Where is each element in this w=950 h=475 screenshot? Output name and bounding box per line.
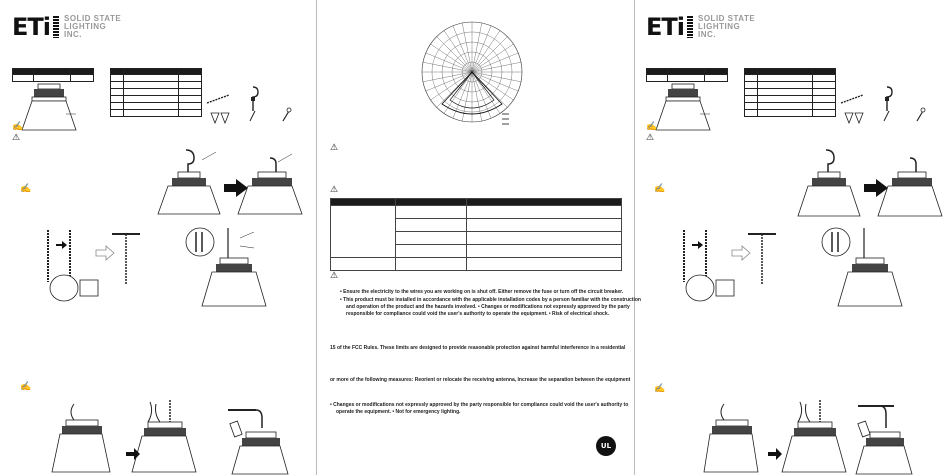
dimension-table — [12, 68, 94, 82]
warning-table — [330, 198, 622, 271]
hand-icon: ✍ — [20, 183, 32, 193]
ul-certified-badge: UL — [596, 436, 616, 456]
fcc-line-3b: operate the equipment. • Not for emergency lighting. — [336, 409, 461, 415]
hand-icon: ✍ — [646, 121, 658, 131]
hand-icon: ✍ — [654, 383, 666, 393]
step-3-illustration — [60, 398, 305, 474]
brand-mark: ETi — [646, 13, 684, 41]
brand-mark: ETi — [12, 13, 50, 41]
brand-bars-icon — [53, 16, 59, 38]
brand-logo-right — [646, 13, 755, 41]
step-1-illustration — [158, 148, 308, 218]
warning-icon: ⚠ — [330, 184, 339, 194]
parts-table-right — [744, 68, 836, 117]
warning-icon: ⚠ — [330, 142, 339, 152]
fold-line-right — [634, 0, 635, 475]
step-2-illustration — [40, 222, 300, 322]
hardware-parts-illustration — [205, 85, 300, 125]
brand-bars-icon — [687, 16, 693, 38]
fcc-line-1: 15 of the FCC Rules. These limits are designed to provide reasonable protection against harmful interference in a residential — [330, 345, 626, 351]
step-2-illustration-right — [676, 222, 926, 322]
safety-bullet-2: • This product must be installed in accordance with the applicable installation codes by a person familiar with the construction — [340, 297, 641, 303]
step-1-illustration-right — [798, 148, 943, 220]
warning-icon: ⚠ — [330, 270, 339, 280]
fold-line-left — [316, 0, 317, 475]
fcc-line-2: or more of the following measures: Reorient or relocate the receiving antenna, Increase the separation between the equipment — [330, 377, 631, 383]
polar-distribution-chart — [420, 20, 524, 126]
hand-icon: ✍ — [20, 381, 32, 391]
parts-table — [110, 68, 202, 117]
fixture-illustration-right — [656, 84, 711, 134]
brand-wordmark: SOLID STATE LIGHTING INC. — [64, 14, 122, 39]
fixture-illustration — [22, 84, 77, 134]
safety-bullet-2b: and operation of the product and the hazards involved. • Changes or modifications not expressly approved by the party — [346, 304, 630, 310]
hand-icon: ✍ — [12, 121, 24, 131]
hand-icon: ✍ — [654, 183, 666, 193]
brand-wordmark: SOLID STATE LIGHTING INC. — [698, 14, 756, 39]
warning-icon: ⚠ — [646, 132, 655, 142]
safety-bullet-1: • Ensure the electricity to the wires you are working on is shut off. Either remove the fuse or turn off the circuit breaker. — [340, 289, 624, 295]
brand-logo — [12, 13, 121, 41]
safety-bullet-2c: responsible for compliance could void the user's authority to operate the equipment. • Risk of electrical shock. — [346, 311, 609, 317]
hardware-parts-illustration-right — [839, 85, 934, 125]
step-3-illustration-right — [710, 398, 945, 474]
fcc-line-3: • Changes or modifications not expressly approved by the party responsible for compliance could void the user's authority to — [330, 402, 629, 408]
warning-icon: ⚠ — [12, 132, 21, 142]
chart-legend — [502, 112, 516, 126]
dimension-table-right — [646, 68, 728, 82]
